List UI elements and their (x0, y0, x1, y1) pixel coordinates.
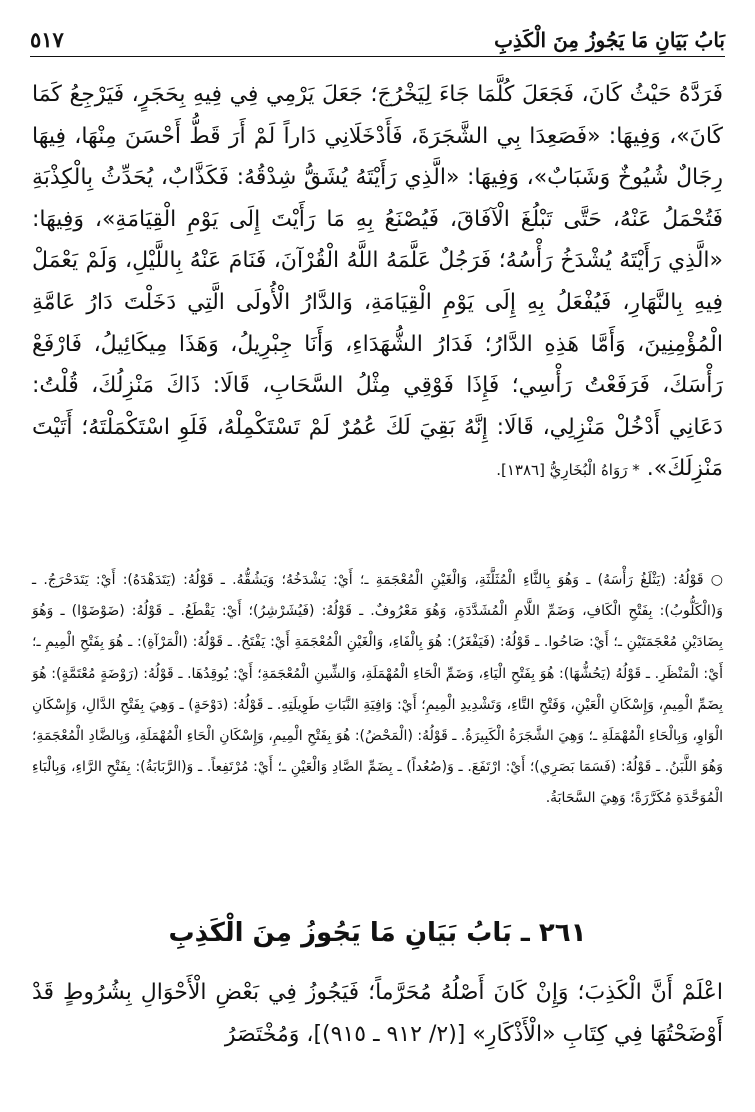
running-title: بَابُ بَيَانِ مَا يَجُوزُ مِنَ الْكَذِبِ (494, 28, 725, 52)
hadith-text (32, 74, 723, 492)
chapter-intro-text: اعْلَمْ أَنَّ الْكَذِبَ؛ وَإِنْ كَانَ أَصْلُهُ مُحَرَّماً؛ فَيَجُوزُ فِي بَعْضِ الْأَحْوَالِ بِشُرُوطٍ قَدْ أَوْضَحْتُهَا فِي كِتَابِ «الْأَذْكَارِ» [(٢/ ٩١٢ ـ ٩١٥)]، وَمُخْتَصَرُ (32, 980, 723, 1047)
commentary-notes: ○ قَوْلُهُ: (يَثْلَغُ رَأْسَهُ) ـ وَهُوَ بِالثَّاءِ الْمُثَلَّثَةِ، وَالْغَيْنِ الْمُعْجَمَةِ ـ؛ أَيْ: يَشْدَخُهُ؛ وَيَشُقُّهُ. ـ قَوْلُهُ: (يَتَدَهْدَهُ): أَيْ: يَتَدَحْرَجُ. ـ وَ(الْكَلُّوبُ): بِفَتْحِ الْكَافِ، وَضَمِّ اللَّامِ الْمُشَدَّدَةِ، وَهُوَ مَعْرُوفٌ. ـ قَوْلُهُ: (فَيُشَرْشِرُ)؛ أَيْ: يَقْطَعُ. ـ قَوْلُهُ: (ضَوْضَوْا) ـ وَهُوَ بِضَادَيْنِ مُعْجَمَتَيْنِ ـ؛ أَيْ: صَاحُوا. ـ قَوْلُهُ: (فَيَفْغَرُ): هُوَ بِالْفَاءِ، وَالْغَيْنِ الْمُعْجَمَةِ أَيْ: يَفْتَحُ. ـ قَوْلُهُ: (الْمَرْآةِ): ـ هُوَ بِفَتْحِ الْمِيمِ ـ؛ أَيْ: الْمَنْظَرِ. ـ قَوْلُهُ (يَحُشُّهَا): هُوَ بِفَتْحِ الْيَاءِ، وَضَمِّ الْحَاءِ الْمُهْمَلَةِ، وَالشِّينِ الْمُعْجَمَةِ؛ أَيْ: يُوقِدُهَا. ـ قَوْلُهُ: (رَوْضَةٍ مُعْتَمَّةٍ): هُوَ بِضَمِّ الْمِيمِ، وَإِسْكَانِ الْعَيْنِ، وَفَتْحِ التَّاءِ، وَتَشْدِيدِ الْمِيمِ؛ أَيْ: وَافِيَةِ النَّبَاتِ طَوِيلَتِهِ. ـ قَوْلُهُ: (دَوْحَةٍ) ـ وَهِيَ بِفَتْحِ الدَّالِ، وَإِسْكَانِ الْوَاوِ، وَبِالْحَاءِ الْمُهْمَلَةِ ـ؛ وَهِيَ الشَّجَرَةُ الْكَبِيرَةُ. ـ قَوْلُهُ: (الْمَحْضُ): هُوَ بِفَتْحِ الْمِيمِ، وَإِسْكَانِ الْحَاءِ الْمُهْمَلَةِ، وَبِالضَّادِ الْمُعْجَمَةِ؛ وَهُوَ اللَّبَنُ. ـ قَوْلُهُ: (فَسَمَا بَصَرِي)؛ أَيْ: ارْتَفَعَ. ـ وَ(صُعُداً) ـ بِضَمِّ الصَّادِ وَالْعَيْنِ ـ؛ أَيْ: مُرْتَفِعاً. ـ وَ(الرَّبَابَةُ): بِفَتْحِ الرَّاءِ، وَبِالْبَاءِ الْمُوَحَّدَةِ مُكَرَّرَةً؛ وَهِيَ السَّحَابَةُ. (31, 572, 723, 807)
chapter-heading: ٢٦١ ـ بَابُ بَيَانِ مَا يَجُوزُ مِنَ الْكَذِبِ (168, 918, 587, 948)
hadith-reference: * رَوَاهُ الْبُخَارِيُّ [١٣٨٦]. (496, 461, 640, 480)
hadith-body: فَرَدَّهُ حَيْثُ كَانَ، فَجَعَلَ كُلَّمَا جَاءَ لِيَخْرُجَ؛ جَعَلَ يَرْمِي فِي فِيهِ بِحَجَرٍ، فَيَرْجِعُ كَمَا كَانَ»، وَفِيهَا: «فَصَعِدَا بِي الشَّجَرَةَ، فَأَدْخَلَانِي دَاراً لَمْ أَرَ قَطُّ أَحْسَنَ مِنْهَا، فِيهَا رِجَالٌ شُيُوخٌ وَشَبَابٌ»، وَفِيهَا: «الَّذِي رَأَيْتَهُ يُشَقُّ شِدْقُهُ: فَكَذَّابٌ، يُحَدِّثُ بِالْكِذْبَةِ فَتُحْمَلُ عَنْهُ، حَتَّى تَبْلُغَ الْآفَاقَ، فَيُصْنَعُ بِهِ مَا رَأَيْتَ إِلَى يَوْمِ الْقِيَامَةِ»، وَفِيهَا: «الَّذِي رَأَيْتَهُ يُشْدَخُ رَأْسُهُ؛ فَرَجُلٌ عَلَّمَهُ اللَّهُ الْقُرْآنَ، فَنَامَ عَنْهُ بِاللَّيْلِ، وَلَمْ يَعْمَلْ فِيهِ بِالنَّهَارِ، فَيُفْعَلُ بِهِ إِلَى يَوْمِ الْقِيَامَةِ، وَالدَّارُ الْأُولَى الَّتِي دَخَلْتَ دَارُ عَامَّةِ الْمُؤْمِنِينَ، وَأَمَّا هَذِهِ الدَّارُ؛ فَدَارُ الشُّهَدَاءِ، وَأَنَا جِبْرِيلُ، وَهَذَا مِيكَائِيلُ، فَارْفَعْ رَأْسَكَ، فَرَفَعْتُ رَأْسِي؛ فَإِذَا فَوْقِي مِثْلُ السَّحَابِ، قَالَا: ذَاكَ مَنْزِلُكَ، قُلْتُ: دَعَانِي أَدْخُلْ مَنْزِلِي، قَالَا: إِنَّهُ بَقِيَ لَكَ عُمُرٌ لَمْ تَسْتَكْمِلْهُ، فَلَوِ اسْتَكْمَلْتَهُ؛ أَتَيْتَ مَنْزِلَكَ». (32, 82, 723, 482)
page-number: ٥١٧ (30, 27, 64, 52)
header-rule (30, 56, 725, 57)
page-header (30, 18, 725, 52)
